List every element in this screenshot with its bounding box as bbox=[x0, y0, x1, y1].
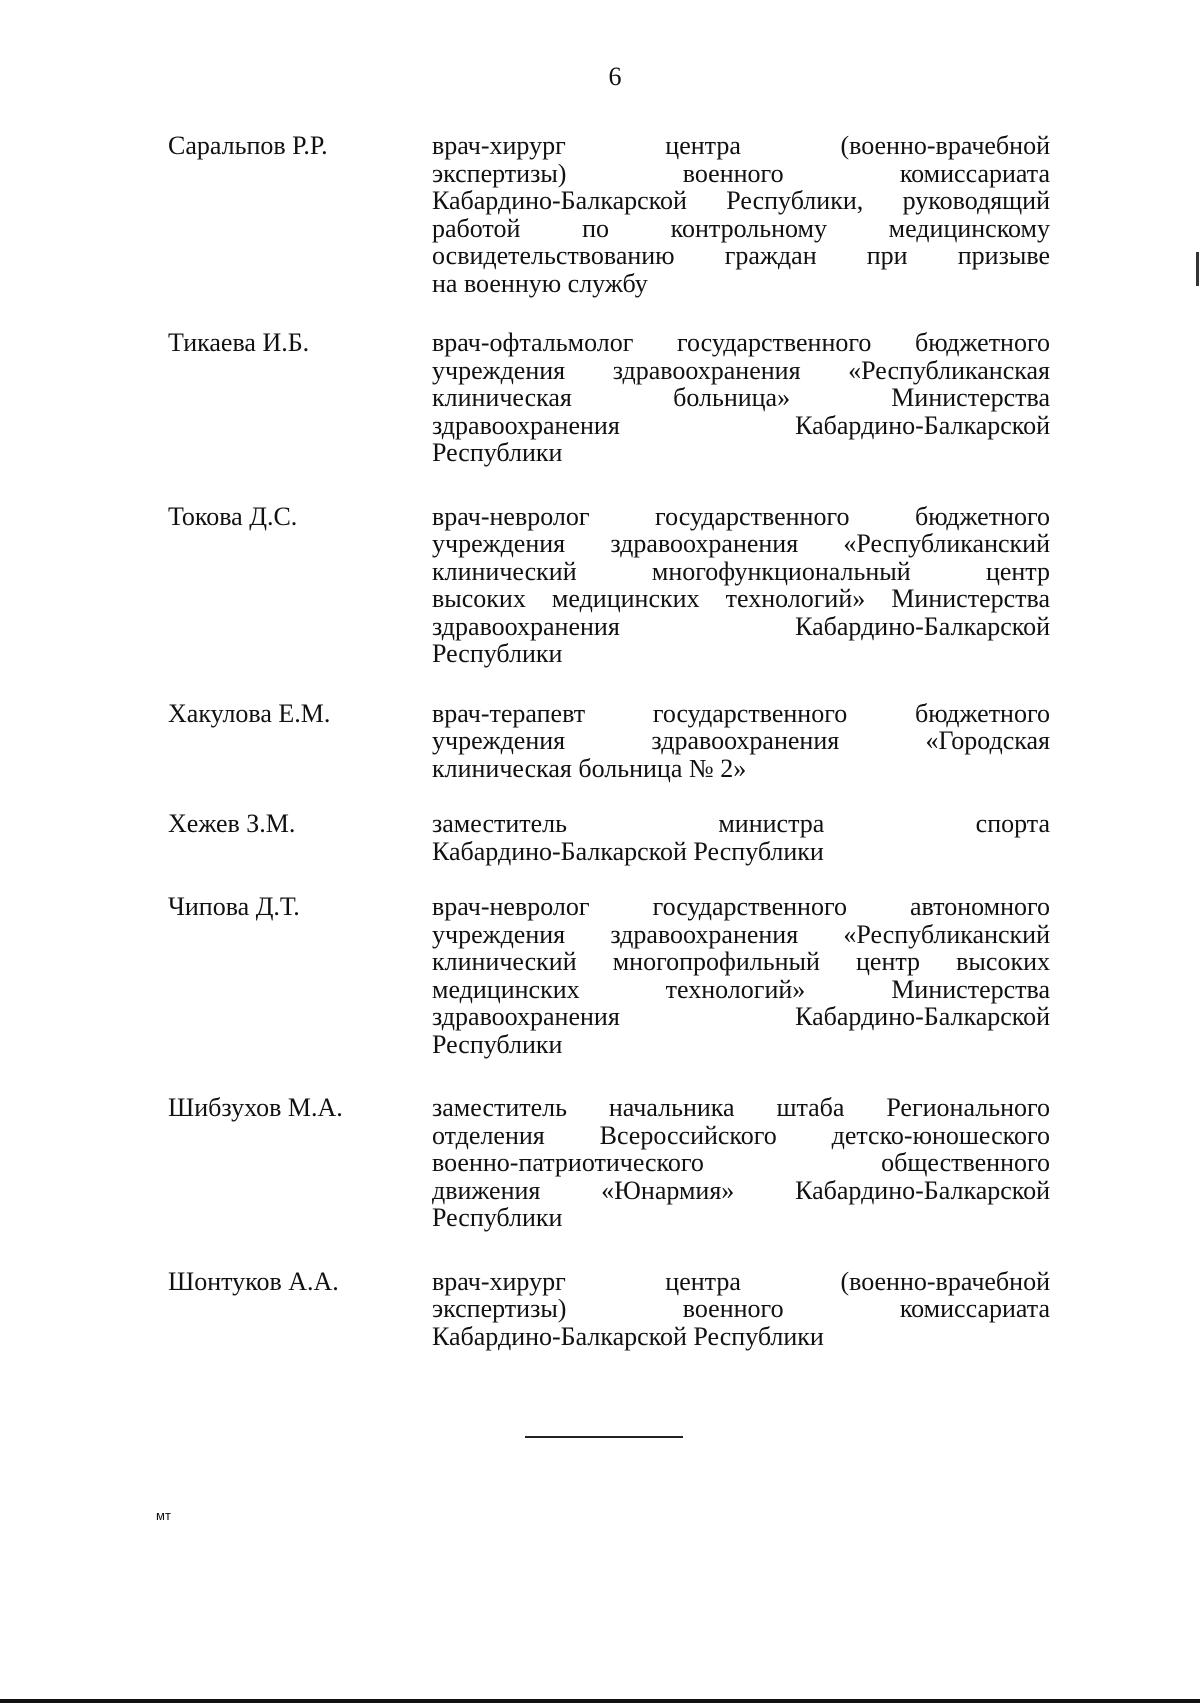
member-list bbox=[0, 132, 1200, 1350]
member-position bbox=[432, 503, 1050, 668]
position-line: заместитель министра спорта bbox=[432, 809, 1050, 838]
position-line: клинический многопрофильный центр высоких bbox=[432, 947, 1050, 976]
position-line: Кабардино-Балкарской Республики bbox=[432, 836, 824, 866]
position-line: здравоохранения Кабардино-Балкарской bbox=[432, 1002, 1050, 1031]
position-line: клиническая больница № 2» bbox=[432, 753, 747, 783]
position-line: врач-офтальмолог государственного бюджетного bbox=[432, 328, 1050, 357]
position-line: экспертизы) военного комиссариата bbox=[432, 1294, 1050, 1323]
position-line: учреждения здравоохранения «Республиканский bbox=[432, 529, 1050, 558]
scan-edge-mark bbox=[1196, 252, 1199, 286]
position-line: движения «Юнармия» Кабардино-Балкарской bbox=[432, 1175, 1050, 1205]
member-position bbox=[432, 132, 1050, 297]
position-line: Кабардино-Балкарской Республики, руководящий bbox=[432, 186, 1050, 215]
position-line: Республики bbox=[432, 1203, 563, 1232]
position-line: работой по контрольному медицинскому bbox=[432, 213, 1050, 243]
member-name: Шибзухов М.А. bbox=[168, 1093, 343, 1122]
position-line: учреждения здравоохранения «Республиканский bbox=[432, 919, 1050, 949]
position-line: клинический многофункциональный центр bbox=[432, 556, 1050, 586]
member-name: Хежев З.М. bbox=[168, 809, 296, 838]
member-position bbox=[432, 329, 1050, 467]
position-line: военно-патриотического общественного bbox=[432, 1148, 1050, 1177]
position-line: врач-невролог государственного автономного bbox=[432, 892, 1050, 921]
list-item bbox=[0, 1268, 1200, 1351]
member-position bbox=[432, 1094, 1050, 1232]
position-line: Республики bbox=[432, 438, 563, 467]
member-position bbox=[432, 893, 1050, 1058]
list-item bbox=[0, 329, 1200, 467]
scan-bottom-edge bbox=[0, 1699, 1200, 1703]
footer-mark: мт bbox=[156, 1508, 171, 1523]
position-line: Республики bbox=[432, 1029, 563, 1059]
position-line: экспертизы) военного комиссариата bbox=[432, 158, 1050, 188]
member-position bbox=[432, 810, 1050, 865]
list-item bbox=[0, 503, 1200, 668]
list-item bbox=[0, 810, 1200, 865]
position-line: врач-невролог государственного бюджетного bbox=[432, 501, 1050, 531]
position-line: Кабардино-Балкарской Республики bbox=[432, 1321, 824, 1351]
position-line: учреждения здравоохранения «Городская bbox=[432, 726, 1050, 755]
position-line: Республики bbox=[432, 639, 563, 668]
member-position bbox=[432, 1268, 1050, 1351]
position-line: учреждения здравоохранения «Республиканская bbox=[432, 355, 1050, 385]
member-name: Тикаева И.Б. bbox=[168, 328, 310, 357]
position-line: врач-терапевт государственного бюджетного bbox=[432, 698, 1050, 728]
list-item bbox=[0, 700, 1200, 783]
member-name: Саральпов Р.Р. bbox=[168, 131, 328, 160]
position-line: отделения Всероссийского детско-юношеского bbox=[432, 1120, 1050, 1150]
position-line: врач-хирург центра (военно-врачебной bbox=[432, 131, 1050, 160]
position-line: здравоохранения Кабардино-Балкарской bbox=[432, 611, 1050, 641]
member-name: Чипова Д.Т. bbox=[168, 892, 300, 921]
end-divider bbox=[525, 1436, 683, 1438]
member-name: Хакулова Е.М. bbox=[168, 698, 331, 728]
page-number: 6 bbox=[608, 62, 622, 91]
member-position bbox=[432, 700, 1050, 783]
position-line: клиническая больница» Министерства bbox=[432, 383, 1050, 412]
position-line: медицинских технологий» Министерства bbox=[432, 974, 1050, 1004]
list-item bbox=[0, 1094, 1200, 1232]
position-line: высоких медицинских технологий» Министерства bbox=[432, 584, 1050, 613]
position-line: на военную службу bbox=[432, 268, 648, 298]
position-line: здравоохранения Кабардино-Балкарской bbox=[432, 410, 1050, 440]
member-name: Токова Д.С. bbox=[168, 501, 298, 531]
list-item bbox=[0, 132, 1200, 297]
position-line: заместитель начальника штаба Регионального bbox=[432, 1093, 1050, 1122]
member-name: Шонтуков А.А. bbox=[168, 1266, 339, 1296]
position-line: врач-хирург центра (военно-врачебной bbox=[432, 1266, 1050, 1296]
position-line: освидетельствованию граждан при призыве bbox=[432, 241, 1050, 270]
list-item bbox=[0, 893, 1200, 1058]
